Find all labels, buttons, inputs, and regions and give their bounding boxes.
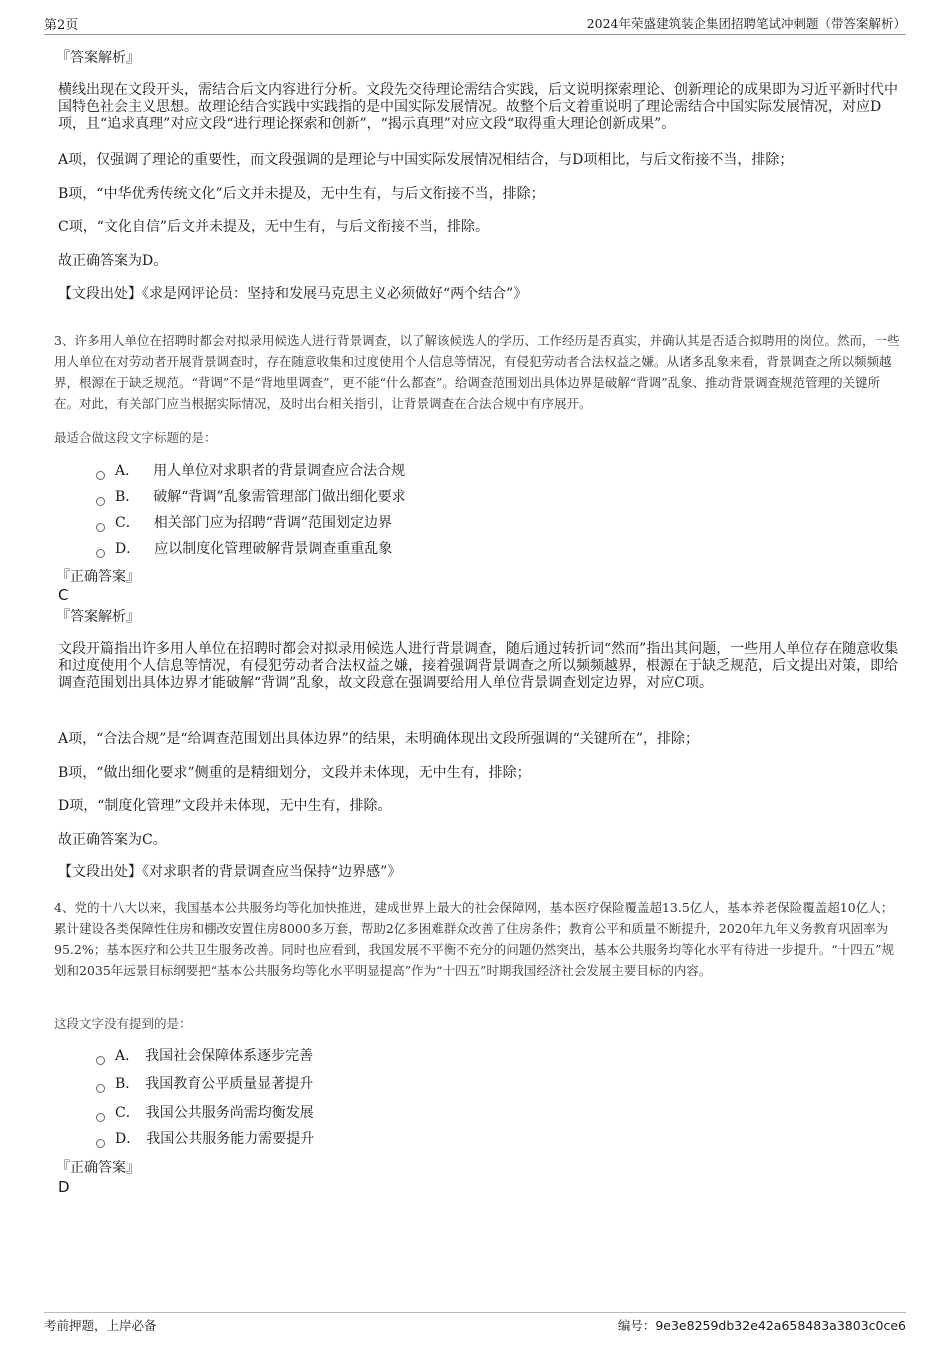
q4-options bbox=[96, 1044, 904, 1152]
document-title: 2024年荣盛建筑装企集团招聘笔试冲刺题（带答案解析） bbox=[586, 16, 906, 31]
radio-icon[interactable] bbox=[96, 1139, 105, 1148]
q3-conclusion: 故正确答案为C。 bbox=[58, 832, 167, 848]
radio-icon[interactable] bbox=[96, 1056, 105, 1065]
q4-question-text: 4、党的十八大以来，我国基本公共服务均等化加快推进，建成世界上最大的社会保障网，基本医疗保险覆盖超13.5亿人，基本养老保险覆盖超10亿人；累计建设各类保障性住房和棚改安置住房8000多万套，帮助2亿多困难群众改善了住房条件；教育公平和质量不断提升，2020年九年义务教育巩固率为95.2%；基本医疗和公共卫生服务改善。同时也应看到，我国发展不平衡不充分的问题仍然突出，基本公共服务均等化水平有待进一步提升。“十四五”规划和2035年远景目标纲要把“基本公共服务均等化水平明显提高”作为“十四五”时期我国经济社会发展主要目标的内容。 bbox=[54, 900, 894, 978]
option-label: D． bbox=[115, 1131, 141, 1147]
option-text: 用人单位对求职者的背景调查应合法合规 bbox=[153, 463, 406, 479]
radio-icon[interactable] bbox=[96, 497, 105, 506]
q3-option-d[interactable] bbox=[96, 536, 904, 562]
q3-analysis-label: 『答案解析』 bbox=[56, 609, 140, 625]
q4-answer: D bbox=[58, 1178, 70, 1196]
q2-analysis-paragraph: 横线出现在文段开头，需结合后文内容进行分析。文段先交待理论需结合实践，后文说明探索理论、创新理论的成果即为习近平新时代中国特色社会主义思想。故理论结合实践中实践指的是中国实际发展情况。故整个后文着重说明了理论需结合中国实际发展情况，对应D项，且“追求真理”对应文段“进行理论探索和创新”，“揭示真理”对应文段“取得重大理论创新成果”。 bbox=[58, 82, 898, 132]
option-text: 我国公共服务尚需均衡发展 bbox=[145, 1105, 314, 1121]
footer-id bbox=[618, 1316, 906, 1334]
option-text: 我国社会保障体系逐步完善 bbox=[145, 1048, 314, 1064]
option-label: B． bbox=[115, 489, 140, 505]
radio-icon[interactable] bbox=[96, 523, 105, 532]
q4-option-c[interactable] bbox=[96, 1099, 904, 1127]
page-footer bbox=[44, 1312, 906, 1333]
radio-icon[interactable] bbox=[96, 471, 105, 480]
q3-option-c[interactable] bbox=[96, 510, 904, 536]
q3-option-b-analysis: B项，“做出细化要求”侧重的是精细划分，文段并未体现，无中生有，排除； bbox=[58, 765, 531, 781]
q2-option-a-analysis: A项，仅强调了理论的重要性，而文段强调的是理论与中国实际发展情况相结合，与D项相比，与后文衔接不当，排除； bbox=[58, 152, 794, 168]
q2-option-c-analysis: C项，“文化自信”后文并未提及，无中生有，与后文衔接不当，排除。 bbox=[58, 219, 490, 235]
q3-source: 【文段出处】《对求职者的背景调查应当保持“边界感”》 bbox=[58, 864, 402, 880]
q3-analysis-paragraph: 文段开篇指出许多用人单位在招聘时都会对拟录用候选人进行背景调查，随后通过转折词“然而”指出其问题，一些用人单位存在随意收集和过度使用个人信息等情况，有侵犯劳动者合法权益之嫌，接着强调背景调查之所以频频越界，根源在于缺乏规范，后文提出对策，即给调查范围划出具体边界才能破解“背调”乱象，故文段意在强调要给用人单位背景调查划定边界，对应C项。 bbox=[58, 641, 899, 691]
option-text: 破解“背调”乱象需管理部门做出细化要求 bbox=[153, 489, 406, 505]
q3-answer-label: 『正确答案』 bbox=[56, 569, 140, 585]
footer-id-value: 9e3e8259db32e42a658483a3803c0ce6 bbox=[655, 1318, 906, 1333]
option-text: 相关部门应为招聘“背调”范围划定边界 bbox=[153, 515, 393, 531]
option-label: C． bbox=[115, 1105, 140, 1121]
q3-question-text: 3、许多用人单位在招聘时都会对拟录用候选人进行背景调查，以了解该候选人的学历、工作经历是否真实，并确认其是否适合拟聘用的岗位。然而，一些用人单位在对劳动者开展背景调查时，存在随意收集和过度使用个人信息等情况，有侵犯劳动者合法权益之嫌。从诸多乱象来看，背景调查之所以频频越界，根源在于缺乏规范。“背调”不是“背地里调查”，更不能“什么都查”。给调查范围划出具体边界是破解“背调”乱象、推动背景调查规范管理的关键所在。对此，有关部门应当根据实际情况，及时出台相关指引，让背景调查在合法合规中有序展开。 bbox=[54, 333, 900, 411]
q4-option-b[interactable] bbox=[96, 1069, 904, 1099]
q3-option-a-analysis: A项，“合法合规”是“给调查范围划出具体边界”的结果，未明确体现出文段所强调的“关键所在”，排除； bbox=[58, 731, 700, 747]
footer-id-label: 编号： bbox=[617, 1318, 656, 1333]
option-label: A． bbox=[115, 463, 140, 479]
radio-icon[interactable] bbox=[96, 1113, 105, 1122]
q3-option-b[interactable] bbox=[96, 484, 904, 510]
option-label: B． bbox=[115, 1076, 140, 1092]
option-label: C． bbox=[115, 515, 140, 531]
q2-analysis-label: 『答案解析』 bbox=[56, 50, 140, 66]
page-header bbox=[44, 14, 906, 35]
q2-option-b-analysis: B项，“中华优秀传统文化”后文并未提及，无中生有，与后文衔接不当，排除； bbox=[58, 186, 545, 202]
q3-answer: C bbox=[58, 586, 69, 604]
option-label: D． bbox=[115, 541, 141, 557]
option-label: A． bbox=[115, 1048, 140, 1064]
radio-icon[interactable] bbox=[96, 1084, 105, 1093]
q3-options bbox=[96, 458, 904, 562]
option-text: 应以制度化管理破解背景调查重重乱象 bbox=[154, 541, 393, 557]
option-text: 我国教育公平质量显著提升 bbox=[145, 1076, 314, 1092]
q4-prompt: 这段文字没有提到的是： bbox=[54, 1016, 192, 1031]
q4-option-a[interactable] bbox=[96, 1044, 904, 1069]
footer-slogan: 考前押题，上岸必备 bbox=[44, 1318, 157, 1333]
q2-source: 【文段出处】《求是网评论员：坚持和发展马克思主义必须做好“两个结合”》 bbox=[58, 286, 528, 302]
q4-answer-label: 『正确答案』 bbox=[56, 1160, 140, 1176]
radio-icon[interactable] bbox=[96, 549, 105, 558]
page-number: 第2页 bbox=[44, 18, 79, 33]
q3-option-d-analysis: D项，“制度化管理”文段并未体现，无中生有，排除。 bbox=[58, 798, 392, 814]
q3-option-a[interactable] bbox=[96, 458, 904, 484]
option-text: 我国公共服务能力需要提升 bbox=[146, 1131, 315, 1147]
q3-prompt: 最适合做这段文字标题的是： bbox=[54, 430, 217, 445]
q4-option-d[interactable] bbox=[96, 1127, 904, 1152]
q2-conclusion: 故正确答案为D。 bbox=[58, 253, 168, 269]
